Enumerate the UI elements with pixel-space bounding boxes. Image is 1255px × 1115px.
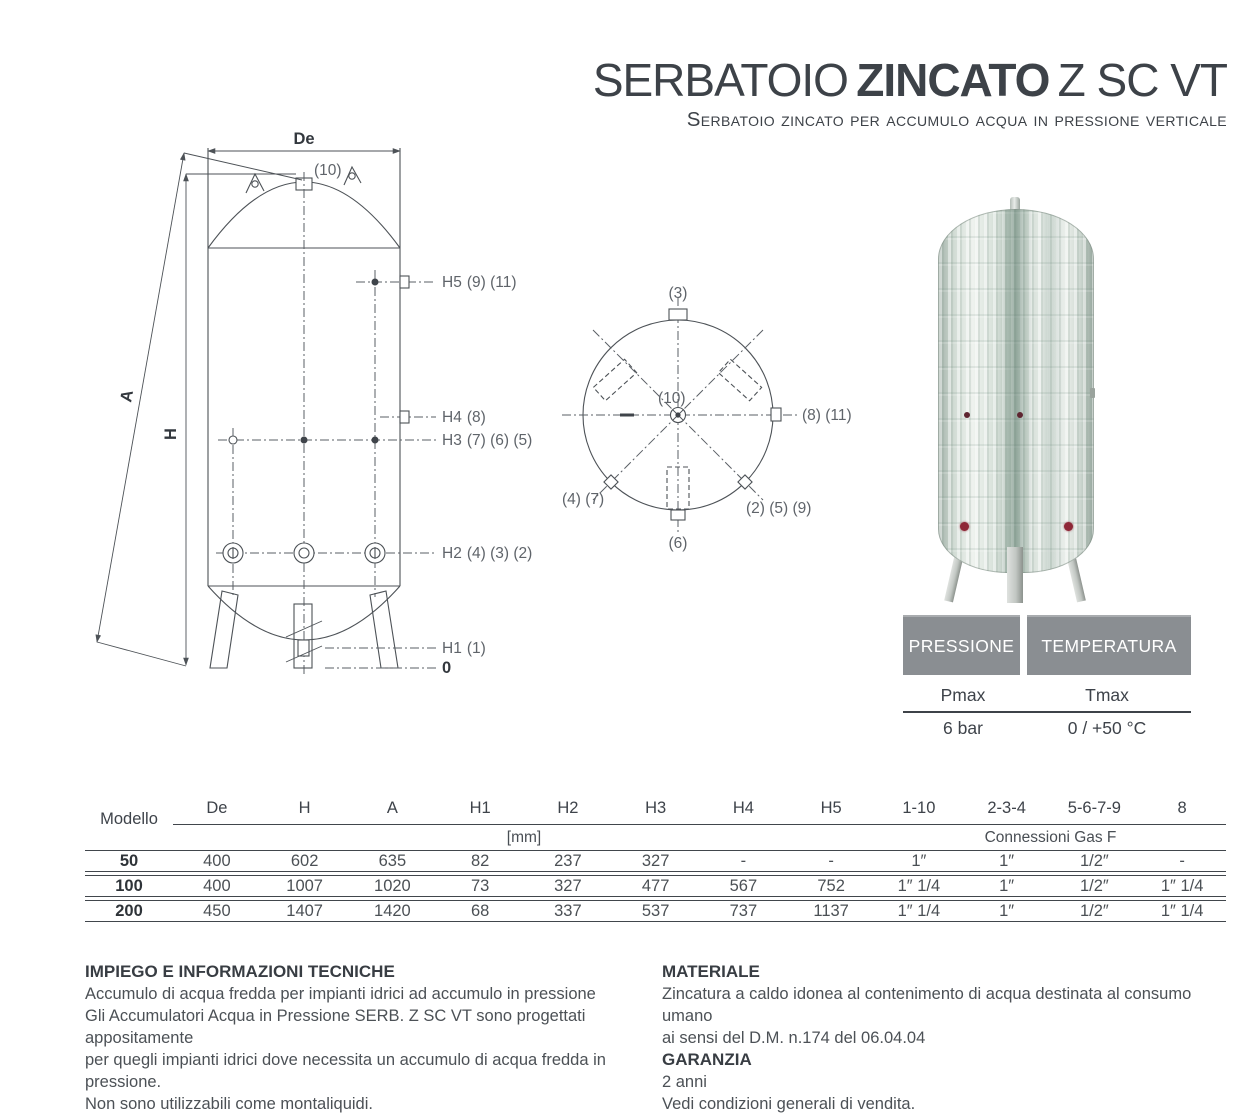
value-cell: 68: [436, 900, 524, 922]
label-2-5-9: (2) (5) (9): [746, 500, 812, 517]
value-cell: 1137: [787, 900, 875, 922]
section-title: GARANZIA: [662, 1050, 752, 1069]
table-row: [85, 850, 1226, 872]
dim-de-label: De: [293, 132, 315, 148]
column-header: H4: [700, 792, 788, 825]
temperature-label: Tmax: [1085, 685, 1129, 705]
value-cell: 1/2″: [1051, 850, 1139, 872]
column-header: H3: [612, 792, 700, 825]
value-cell: 1″ 1/4: [1138, 900, 1226, 922]
table-units-row: [85, 828, 1226, 847]
column-header: 5-6-7-9: [1051, 792, 1139, 825]
spec-divider: [903, 711, 1191, 713]
tank-leg: [1007, 547, 1023, 603]
dimensions-table: [85, 789, 1226, 925]
value-cell: 73: [436, 875, 524, 897]
section-line: Accumulo di acqua fredda per impianti idrici ad accumulo in pressione: [85, 985, 596, 1003]
value-cell: 1/2″: [1051, 875, 1139, 897]
pressure-value: 6 bar: [943, 718, 983, 738]
title-regular: SERBATOIO: [592, 54, 848, 106]
column-header: 2-3-4: [963, 792, 1051, 825]
value-cell: 1″: [963, 850, 1051, 872]
section-line: Gli Accumulatori Acqua in Pressione SERB. Z SC VT sono progettati appositamente: [85, 1007, 586, 1047]
value-cell: 537: [612, 900, 700, 922]
value-cell: 450: [173, 900, 261, 922]
hidden-connection: [718, 359, 761, 400]
column-header: H2: [524, 792, 612, 825]
value-cell: 1″: [963, 900, 1051, 922]
hidden-connection: [593, 359, 636, 400]
column-header: 1-10: [875, 792, 963, 825]
title-bold: ZINCATO: [856, 54, 1050, 106]
h2-label: H2 (4) (3) (2): [442, 545, 533, 562]
value-cell: 1″: [875, 850, 963, 872]
value-cell: 82: [436, 850, 524, 872]
section-line: Non sono utilizzabili come montaliquidi.: [85, 1095, 373, 1113]
column-header: A: [349, 792, 437, 825]
fitting-6: [671, 510, 685, 520]
tank-leg: [294, 604, 312, 668]
h1-label: H1 (1): [442, 640, 486, 657]
h3-label: H3 (7) (6) (5): [442, 432, 533, 449]
table-header-row: [85, 792, 1226, 825]
value-cell: 400: [173, 850, 261, 872]
value-cell: 602: [261, 850, 349, 872]
value-cell: 1007: [261, 875, 349, 897]
label-4-7: (4) (7): [562, 491, 605, 508]
value-cell: 237: [524, 850, 612, 872]
zero-label: 0: [442, 659, 452, 677]
dimensions-table-wrap: [85, 789, 1226, 925]
value-cell: 1420: [349, 900, 437, 922]
tank-body: [938, 209, 1094, 573]
dim-a-label: A: [117, 388, 137, 404]
fitting-8-11: [771, 408, 781, 421]
tank-side-fitting: [1090, 388, 1095, 398]
section-line: Vedi condizioni generali di vendita.: [662, 1095, 916, 1113]
value-cell: 737: [700, 900, 788, 922]
label-6: (6): [668, 535, 688, 552]
value-cell: 1/2″: [1051, 900, 1139, 922]
title-suffix: Z SC VT: [1057, 54, 1227, 106]
model-cell: 100: [85, 875, 173, 897]
section-line: per quegli impianti idrici dove necessita un accumulo di acqua fredda in pressione.: [85, 1051, 606, 1091]
product-photo: [938, 197, 1092, 603]
section-title: IMPIEGO E INFORMAZIONI TECNICHE: [85, 962, 395, 981]
value-cell: 400: [173, 875, 261, 897]
value-cell: 1407: [261, 900, 349, 922]
label-8-11: (8) (11): [802, 407, 852, 424]
dim-h-label: H: [162, 428, 180, 440]
pressure-header: PRESSIONE: [903, 615, 1020, 675]
side-view-drawing: [80, 132, 540, 692]
spec-block: [903, 615, 1191, 739]
value-cell: 477: [612, 875, 700, 897]
model-cell: 200: [85, 900, 173, 922]
tank-port: [1017, 412, 1023, 418]
value-cell: 327: [612, 850, 700, 872]
column-header: H5: [787, 792, 875, 825]
column-header: 8: [1138, 792, 1226, 825]
tank-port: [1064, 522, 1073, 531]
table-row: [85, 900, 1226, 922]
column-header: De: [173, 792, 261, 825]
section-line: Zincatura a caldo idonea al contenimento di acqua destinata al consumo umano: [662, 985, 1192, 1025]
h4-label: H4 (8): [442, 409, 486, 426]
value-cell: 567: [700, 875, 788, 897]
label-3: (3): [668, 285, 688, 302]
center-fitting: [671, 408, 686, 423]
section-title: MATERIALE: [662, 962, 760, 981]
h5-label: H5 (9) (11): [442, 274, 517, 291]
value-cell: -: [1138, 850, 1226, 872]
value-cell: 1020: [349, 875, 437, 897]
value-cell: -: [700, 850, 788, 872]
value-cell: 337: [524, 900, 612, 922]
value-cell: 1″ 1/4: [1138, 875, 1226, 897]
unit-gas: Connessioni Gas F: [984, 828, 1117, 846]
value-cell: 1″: [963, 875, 1051, 897]
value-cell: 327: [524, 875, 612, 897]
section-line: 2 anni: [662, 1073, 707, 1091]
label-10: (10): [658, 390, 686, 407]
value-cell: 752: [787, 875, 875, 897]
pressure-label: Pmax: [940, 685, 986, 705]
page-title: [593, 56, 1227, 104]
tank-port: [960, 522, 969, 531]
section-impiego: [85, 961, 670, 1115]
top-fitting-label: (10): [314, 162, 342, 179]
unit-mm: [mm]: [506, 828, 542, 846]
section-line: ai sensi del D.M. n.174 del 06.04.04: [662, 1029, 926, 1047]
column-header: H: [261, 792, 349, 825]
value-cell: 1″ 1/4: [875, 900, 963, 922]
model-cell: 50: [85, 850, 173, 872]
drain-fitting: [298, 640, 309, 656]
section-materiale-garanzia: [662, 961, 1237, 1115]
header: [593, 56, 1227, 132]
page-subtitle: Serbatoio zincato per accumulo acqua in pressione verticale: [686, 108, 1227, 132]
top-view-drawing: [550, 272, 880, 567]
column-header-modello: Modello: [100, 810, 158, 828]
temperature-value: 0 / +50 °C: [1067, 718, 1147, 738]
column-header: H1: [436, 792, 524, 825]
temperature-header: TEMPERATURA: [1027, 615, 1191, 675]
fitting-3: [669, 309, 687, 320]
value-cell: 1″ 1/4: [875, 875, 963, 897]
value-cell: -: [787, 850, 875, 872]
value-cell: 635: [349, 850, 437, 872]
table-row: [85, 875, 1226, 897]
